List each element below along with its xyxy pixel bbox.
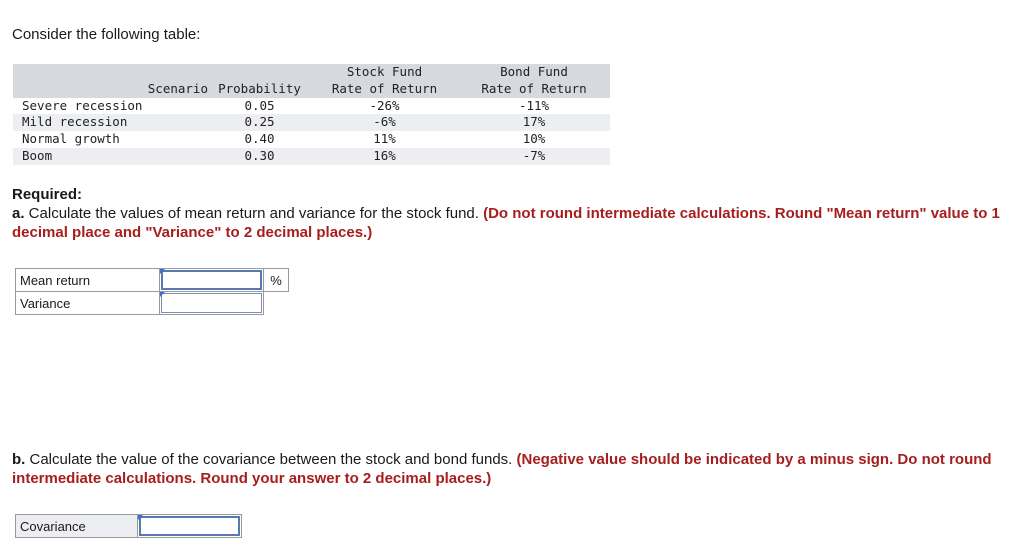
header-scenario-label: Scenario (147, 80, 208, 96)
mean-return-label: Mean return (16, 269, 160, 292)
variance-cell (160, 292, 264, 315)
scenario-table (13, 64, 610, 165)
header-probability (208, 64, 311, 98)
cell-scenario: Severe recession (13, 98, 208, 115)
part-b-prefix: b. (12, 451, 26, 468)
mean-return-row (16, 269, 289, 292)
required-section (12, 185, 1002, 242)
variance-input[interactable] (161, 293, 262, 313)
header-scenario (13, 64, 208, 98)
cell-stock-return: 11% (311, 131, 458, 148)
cell-probability: 0.40 (208, 131, 311, 148)
cell-bond-return: -11% (458, 98, 610, 115)
header-bond-line2: Rate of Return (481, 80, 587, 96)
part-a-note: (Do not round intermediate calculations. Round "Mean return" value to 1 decimal place and "Variance" to 2 decimal places.) (12, 205, 1000, 241)
covariance-row (16, 515, 242, 538)
variance-label: Variance (16, 292, 160, 315)
header-stock-line1: Stock Fund (346, 64, 423, 79)
header-bond-line1: Bond Fund (500, 64, 568, 79)
part-a-prefix: a. (12, 205, 25, 222)
cell-stock-return: -26% (311, 98, 458, 115)
part-a-instructions (12, 204, 1002, 242)
part-a-text: Calculate the values of mean return and variance for the stock fund. (24, 205, 484, 222)
mean-return-input[interactable] (161, 270, 262, 290)
table-row (13, 131, 610, 148)
input-marker-icon (160, 292, 165, 297)
variance-row (16, 292, 289, 315)
cell-probability: 0.30 (208, 148, 311, 165)
mean-return-cell (160, 269, 264, 292)
answer-b-table (15, 514, 242, 538)
cell-probability: 0.25 (208, 114, 311, 131)
covariance-cell (138, 515, 242, 538)
covariance-label: Covariance (16, 515, 138, 538)
table-row (13, 114, 610, 131)
cell-scenario: Boom (13, 148, 208, 165)
table-header-row (13, 64, 610, 98)
cell-probability: 0.05 (208, 98, 311, 115)
intro-text: Consider the following table: (12, 26, 201, 43)
input-marker-icon (160, 269, 165, 274)
required-heading: Required: (12, 186, 83, 203)
table-row (13, 148, 610, 165)
answer-a-table (15, 268, 289, 315)
cell-scenario: Mild recession (13, 114, 208, 131)
part-b-note: (Negative value should be indicated by a minus sign. Do not round intermediate calculations. Round your answer to 2 decimal places.) (12, 451, 992, 487)
input-marker-icon (138, 515, 143, 520)
percent-unit: % (264, 269, 289, 292)
cell-scenario: Normal growth (13, 131, 208, 148)
header-stock-line2: Rate of Return (331, 80, 438, 96)
cell-stock-return: 16% (311, 148, 458, 165)
cell-bond-return: -7% (458, 148, 610, 165)
part-b-text: Calculate the value of the covariance between the stock and bond funds. (25, 451, 517, 468)
cell-stock-return: -6% (311, 114, 458, 131)
header-bond-fund (458, 64, 610, 98)
covariance-input[interactable] (139, 516, 240, 536)
cell-bond-return: 10% (458, 131, 610, 148)
variance-unit-spacer (264, 292, 289, 315)
header-probability-label: Probability (218, 80, 301, 96)
part-b-instructions (12, 450, 1002, 488)
header-stock-fund (311, 64, 458, 98)
cell-bond-return: 17% (458, 114, 610, 131)
table-row (13, 98, 610, 115)
